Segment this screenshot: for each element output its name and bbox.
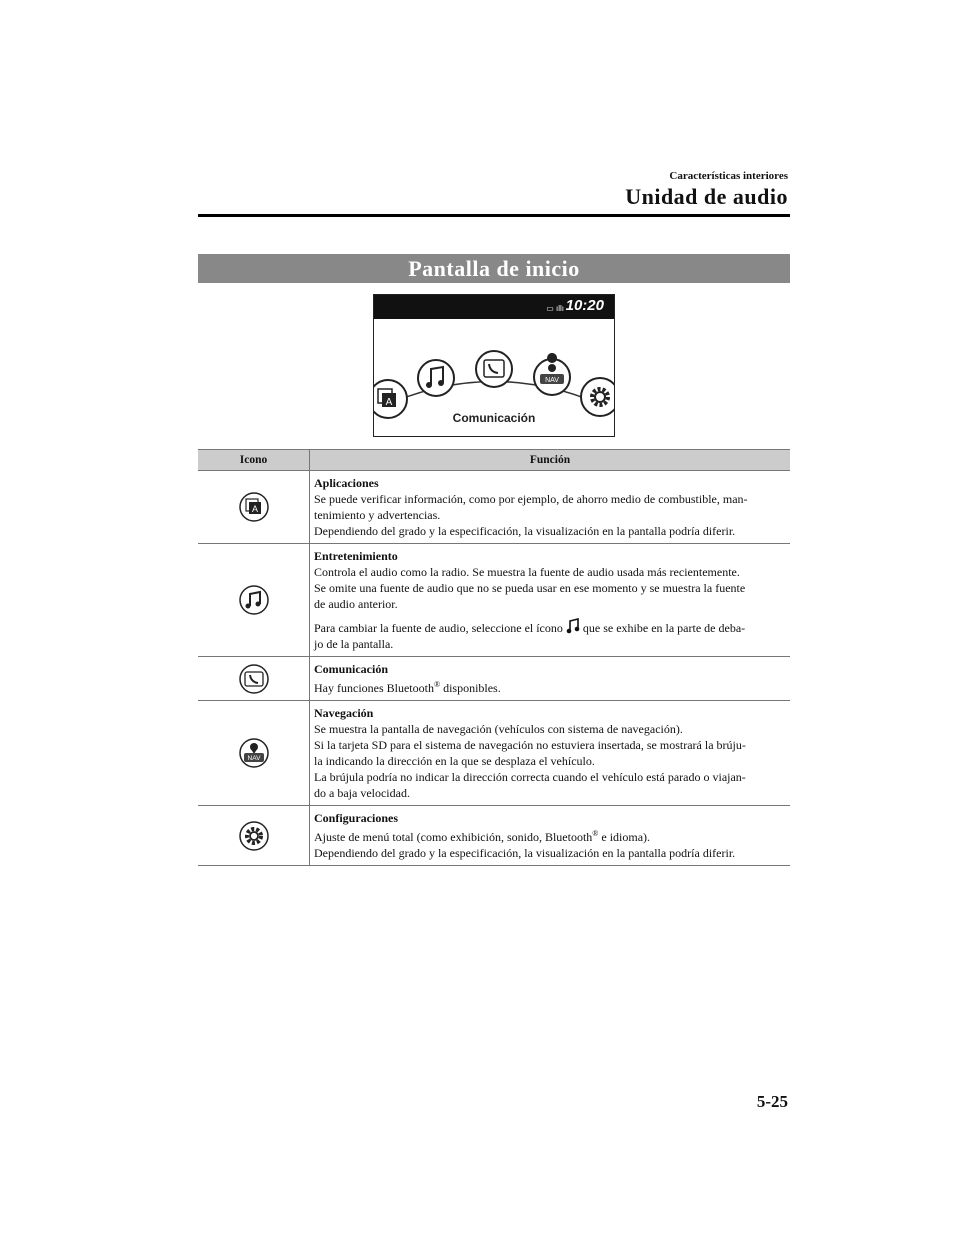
row-title: Navegación <box>314 706 374 720</box>
section-heading: Características interiores <box>669 170 788 182</box>
home-screen-illustration <box>373 294 615 437</box>
section-banner: Pantalla de inicio <box>198 254 790 283</box>
svg-text:NAV: NAV <box>247 755 260 762</box>
column-header-function: Función <box>310 450 791 471</box>
chapter-title: Unidad de audio <box>625 184 788 209</box>
svg-text:A: A <box>385 397 393 408</box>
screen-label: Comunicación <box>452 411 536 425</box>
apps-icon <box>238 491 270 523</box>
table-row: NAV Navegación Se muestra la pantalla de navegación (vehículos con sistema de navegación). Si la tarjeta SD para el sistema de navegación no estuviera insertada, se mostrará la brúju- la indicando la dirección en la que se desplaza el vehículo. La brújula podría no indicar la dirección correcta cuando el vehículo está parado o viajan- do a baja velocidad. <box>198 701 790 806</box>
battery-signal-icon: ▭ ıllı <box>546 304 564 313</box>
header-rule <box>198 214 790 217</box>
row-title: Comunicación <box>314 662 389 676</box>
gear-icon <box>238 820 270 852</box>
svg-text:NAV: NAV <box>545 377 559 384</box>
table-row: A Aplicaciones Se puede verificar información, como por ejemplo, de ahorro medio de combustible, man- tenimiento y advertencias. Dependiendo del grado y la especificación, la visualización en la pantalla podría diferir. <box>198 471 790 544</box>
page-number: 5-25 <box>756 1092 788 1111</box>
table-row: Comunicación Hay funciones Bluetooth® disponibles. <box>198 657 790 701</box>
row-title: Configuraciones <box>314 811 398 825</box>
phone-icon <box>476 351 512 387</box>
row-title: Aplicaciones <box>314 476 379 490</box>
music-icon <box>238 584 270 616</box>
screen-clock: 10:20 <box>565 297 604 314</box>
nav-icon <box>238 737 270 769</box>
nav-icon <box>534 353 570 395</box>
column-header-icon: Icono <box>198 450 310 471</box>
row-title: Entretenimiento <box>314 549 398 563</box>
music-note-icon <box>566 618 580 634</box>
svg-text:A: A <box>251 504 258 514</box>
phone-icon <box>238 663 270 695</box>
table-row: Entretenimiento Controla el audio como la radio. Se muestra la fuente de audio usada más recientemente. Se omite una fuente de audio que no se pueda usar en ese momento y se muestra la fuente de audio anterior. Para cambiar la fuente de audio, seleccione el ícono que se exhibe en la parte de deba- jo de la pantalla. <box>198 544 790 657</box>
table-header-row <box>198 450 790 471</box>
music-icon <box>418 360 454 396</box>
icon-function-table <box>198 449 790 866</box>
table-row: Configuraciones Ajuste de menú total (como exhibición, sonido, Bluetooth® e idioma). Dependiendo del grado y la especificación, la visualización en la pantalla podría diferir. <box>198 806 790 866</box>
